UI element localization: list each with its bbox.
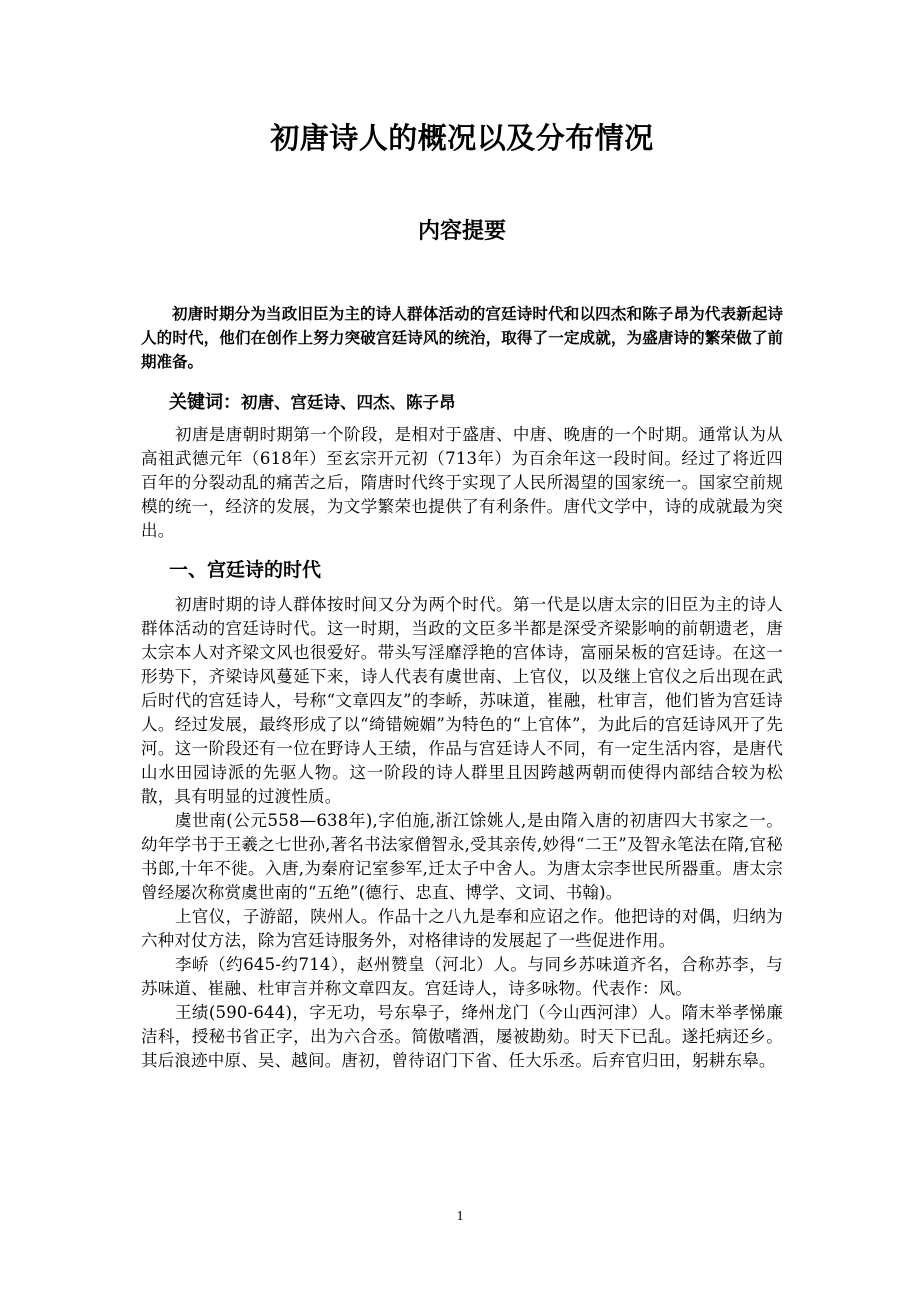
- intro-section: [141, 423, 783, 543]
- section-heading: 一、宫廷诗的时代: [169, 559, 322, 581]
- paragraph-court-poetry: 初唐时期的诗人群体按时间又分为两个时代。第一代是以唐太宗的旧臣为主的诗人群体活动的宫廷诗时代。这一时期，当政的文臣多半都是深受齐梁影响的前朝遗老，唐太宗本人对齐梁文风也很爱好。带头写淫靡浮艳的宫体诗，富丽呆板的宫廷诗。在这一形势下，齐梁诗风蔓延下来，诗人代表有虞世南、上官仪，以及继上官仪之后出现在武后时代的宫廷诗人，号称“文章四友”的李峤，苏味道，崔融，杜审言，他们皆为宫廷诗人。经过发展，最终形成了以“绮错婉媚”为特色的“上官体”，为此后的宫廷诗风开了先河。这一阶段还有一位在野诗人王绩，作品与宫廷诗人不同，有一定生活内容，是唐代山水田园诗派的先驱人物。这一阶段的诗人群里且因跨越两朝而使得内部结合较为松散，具有明显的过渡性质。: [141, 595, 783, 806]
- section-body: [141, 593, 783, 1073]
- document-title: 初唐诗人的概况以及分布情况: [270, 121, 654, 155]
- paragraph-li-qiao: 李峤（约645-约714），赵州赞皇（河北）人。与同乡苏味道齐名，合称苏李，与苏味道、崔融、杜审言并称文章四友。宫廷诗人，诗多咏物。代表作：风。: [141, 955, 783, 998]
- intro-paragraph: 初唐是唐朝时期第一个阶段，是相对于盛唐、中唐、晚唐的一个时期。通常认为从高祖武德元年（618年）至玄宗开元初（713年）为百余年这一段时间。经过了将近四百年的分裂动乱的痛苦之后，隋唐时代终于实现了人民所渴望的国家统一。国家空前规模的统一，经济的发展，为文学繁荣也提供了有利条件。唐代文学中，诗的成就最为突出。: [141, 425, 783, 540]
- keywords-list: 初唐、宫廷诗、四杰、陈子昂: [241, 393, 456, 412]
- abstract-text: 初唐时期分为当政旧臣为主的诗人群体活动的宫廷诗时代和以四杰和陈子昂为代表新起诗人的时代，他们在创作上努力突破宫廷诗风的统治，取得了一定成就，为盛唐诗的繁荣做了前期准备。: [141, 305, 783, 371]
- abstract-heading: 内容提要: [417, 219, 506, 244]
- paragraph-shangguan-yi: 上官仪，子游韶，陕州人。作品十之八九是奉和应诏之作。他把诗的对偶，归纳为六种对仗方法，除为宫廷诗服务外，对格律诗的发展起了一些促进作用。: [141, 907, 783, 950]
- paragraph-wang-ji: 王绩(590-644)，字无功，号东皋子，绛州龙门（今山西河津）人。隋末举孝悌廉洁科，授秘书省正字，出为六合丞。简傲嗜酒，屡被勘劾。时天下已乱。遂托病还乡。其后浪迹中原、吴、越间。唐初，曾待诏门下省、任大乐丞。后弃官归田，躬耕东皋。: [141, 1003, 783, 1070]
- keywords-label: 关键词：: [169, 392, 241, 413]
- keywords-line: [169, 389, 456, 417]
- paragraph-yu-shinan: 虞世南(公元558—638年),字伯施,浙江馀姚人,是由隋入唐的初唐四大书家之一。幼年学书于王羲之七世孙,著名书法家僧智永,受其亲传,妙得“二王”及智永笔法在隋,官秘书郎,十年不徙。入唐,为秦府记室参军,迁太子中舍人。为唐太宗李世民所器重。唐太宗曾经屡次称赏虞世南的“五绝”(德行、忠直、博学、文词、书翰)。: [141, 811, 783, 902]
- page-number: 1: [456, 1209, 464, 1224]
